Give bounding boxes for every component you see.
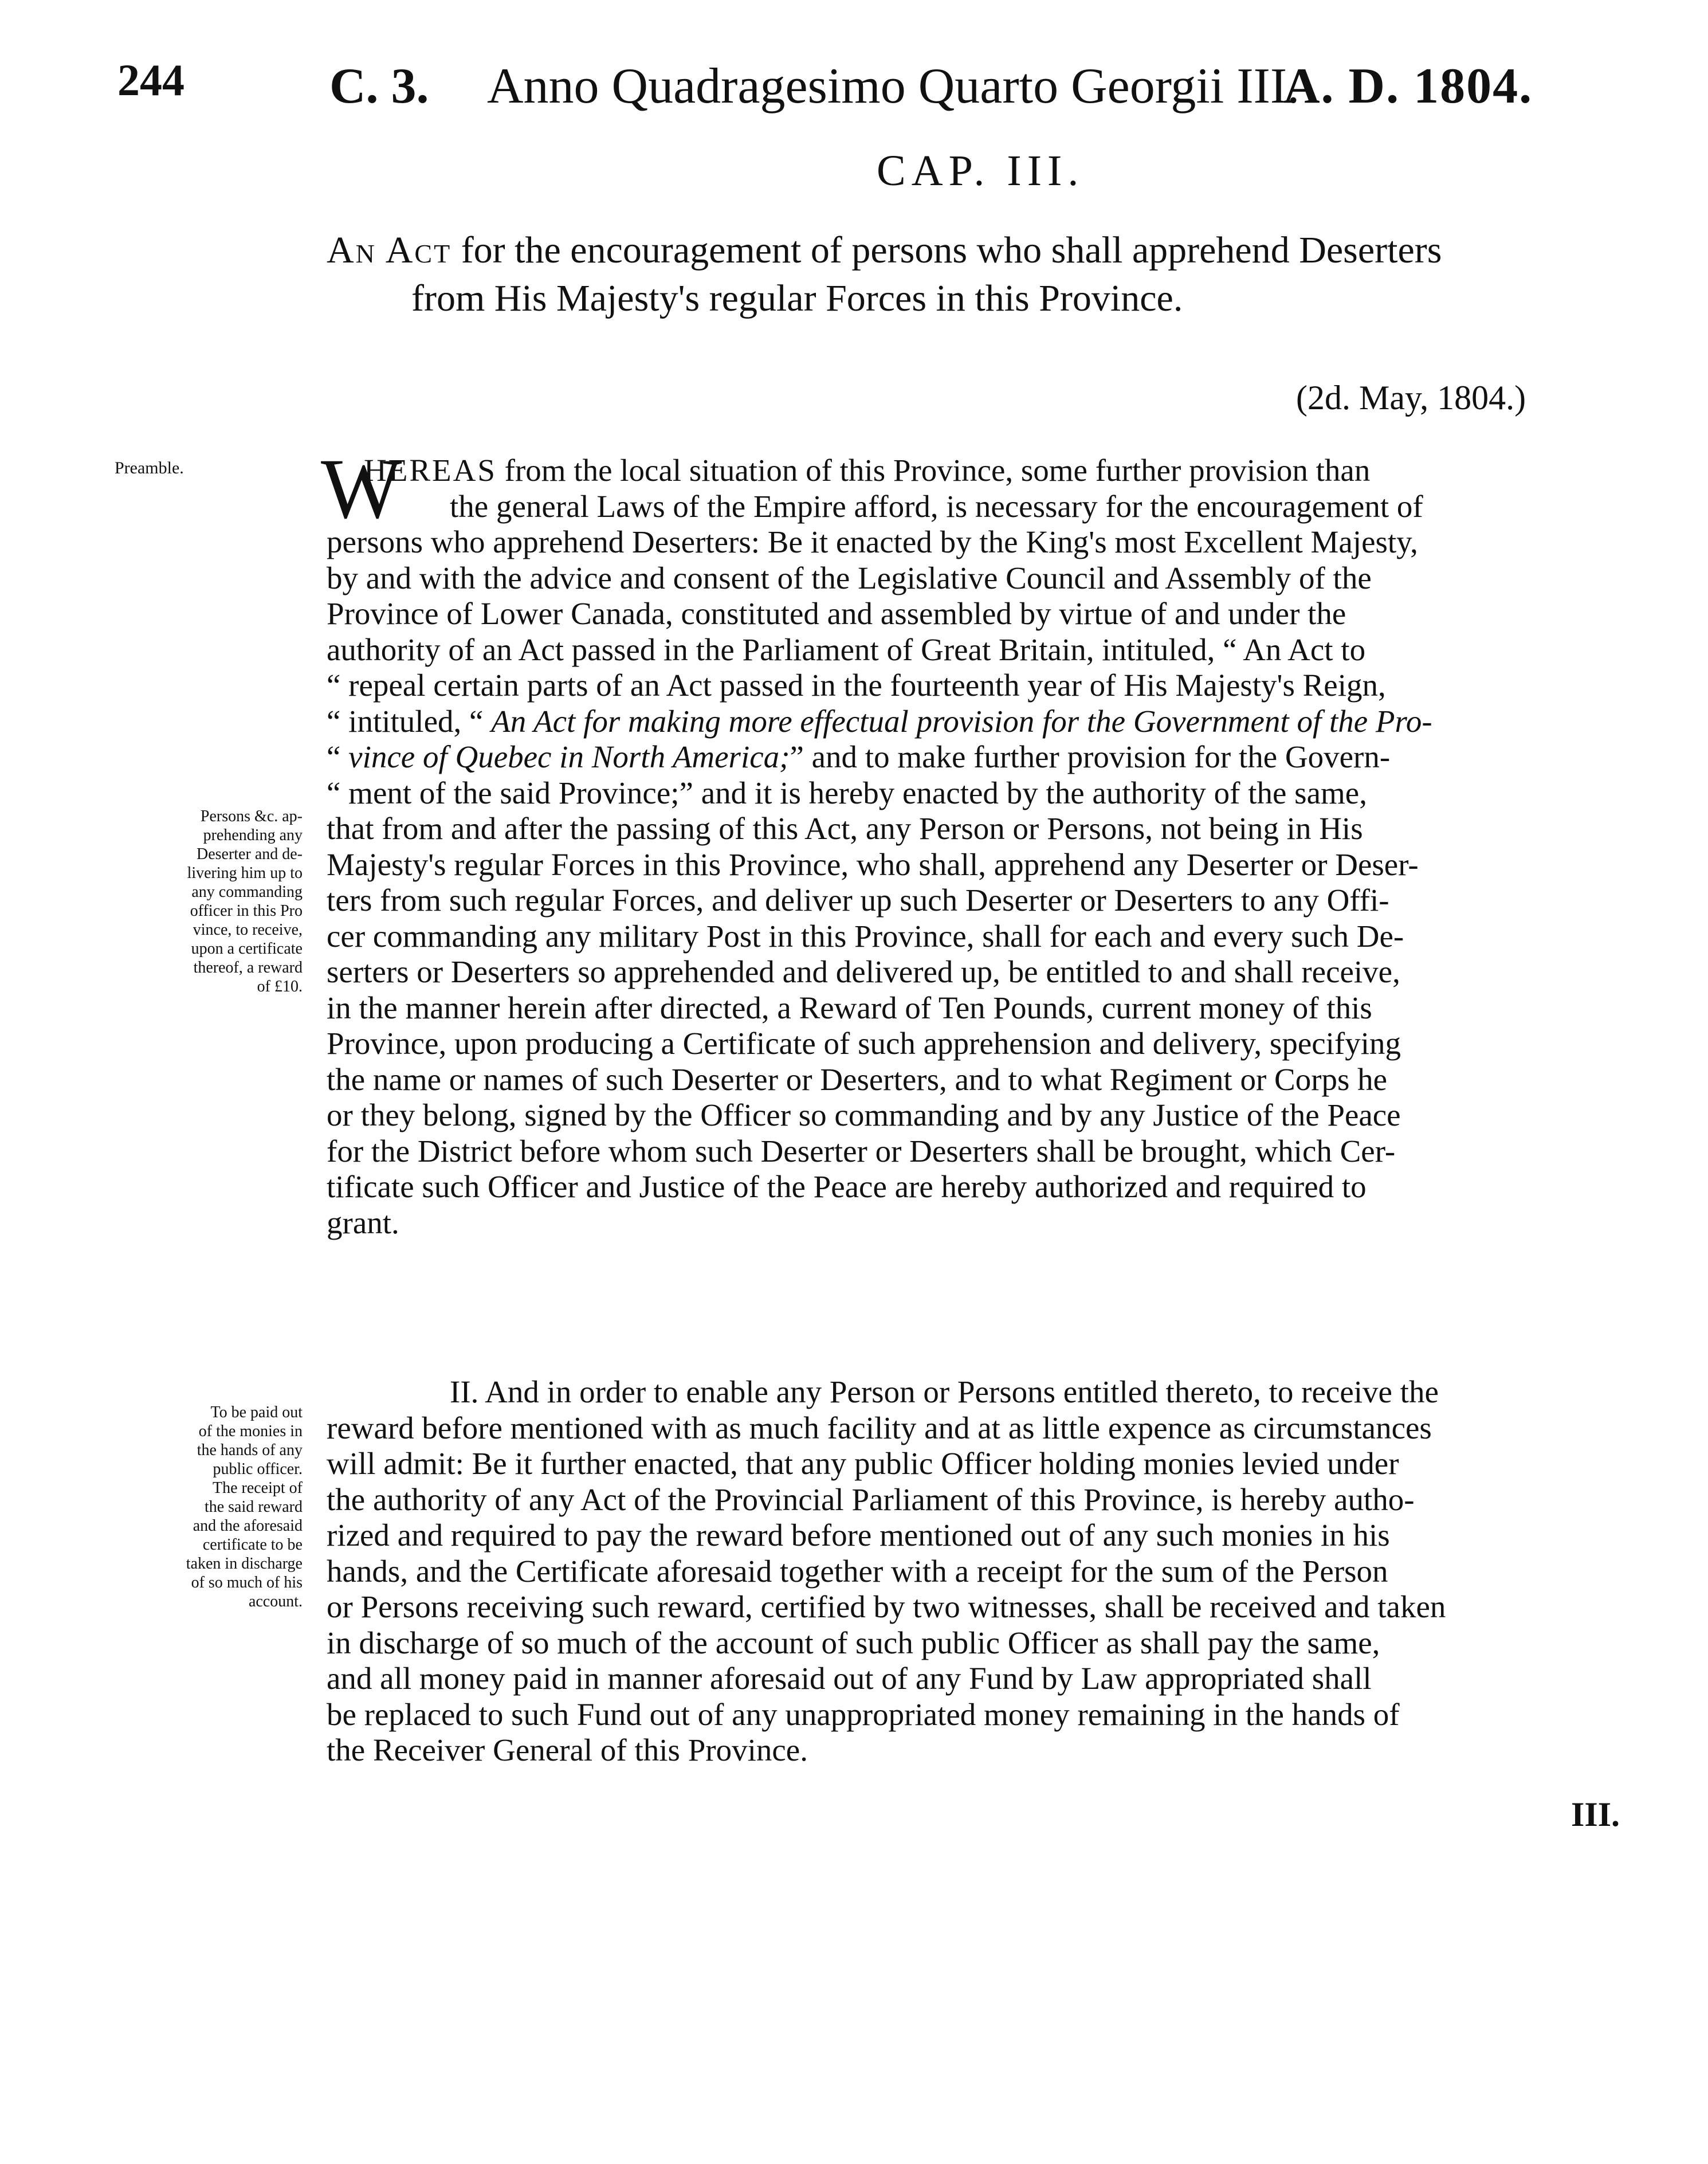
section-1-line-italic-a xyxy=(327,704,1639,740)
act-title-text-1: for the encouragement of persons who shall apprehend Deserters xyxy=(461,229,1442,271)
section-1-line: ters from such regular Forces, and deliver up such Deserter or Deserters to any Offi- xyxy=(327,883,1389,918)
marginal-note-line: the hands of any xyxy=(197,1441,303,1459)
marginal-note-line: certificate to be xyxy=(202,1536,303,1554)
marginal-note-line: and the aforesaid xyxy=(193,1517,303,1535)
section-1-line: Majesty's regular Forces in this Province, who shall, apprehend any Deserter or Deser- xyxy=(327,846,1419,882)
section-1-italic-citation: An Act for making more effectual provision for the Government of the Pro- xyxy=(491,703,1432,739)
marginal-note-line: taken in discharge xyxy=(186,1555,303,1573)
section-1-line: “ repeal certain parts of an Act passed in the fourteenth year of His Majesty's Reign, xyxy=(327,668,1386,703)
marginal-note-line: public officer. xyxy=(213,1460,303,1478)
act-title-lead: An Act xyxy=(327,229,452,271)
act-title-line-2: from His Majesty's regular Forces in this Province. xyxy=(411,277,1183,319)
marginal-note-line: Deserter and de- xyxy=(196,845,303,863)
section-1-line: cer commanding any military Post in this Province, shall for each and every such De- xyxy=(327,918,1404,954)
marginal-note-line: any commanding xyxy=(191,883,303,901)
section-1-line: in the manner herein after directed, a Reward of Ten Pounds, current money of this xyxy=(327,990,1372,1025)
section-2-paragraph xyxy=(327,1374,1639,1769)
marginal-note-line: livering him up to xyxy=(187,864,303,882)
section-1-line-italic-b xyxy=(327,739,1639,775)
section-1-line-1 xyxy=(327,453,1639,489)
section-1-line-prefix: “ xyxy=(327,739,349,774)
section-1-line: for the District before whom such Deserter or Deserters shall be brought, which Cer- xyxy=(327,1133,1396,1169)
marginal-note-line: the said reward xyxy=(204,1498,303,1516)
section-1-line: Province of Lower Canada, constituted and assembled by virtue of and under the xyxy=(327,596,1346,631)
marginal-note-line: of so much of his xyxy=(191,1574,303,1591)
section-2-line: in discharge of so much of the account of such public Officer as shall pay the same, xyxy=(327,1625,1380,1660)
section-2-line: and all money paid in manner aforesaid out of any Fund by Law appropriated shall xyxy=(327,1661,1372,1696)
marginal-note-line: The receipt of xyxy=(212,1479,303,1497)
running-title: Anno Quadragesimo Quarto Georgii III. xyxy=(487,58,1300,114)
section-2-line: the authority of any Act of the Provincial Parliament of this Province, is hereby autho- xyxy=(327,1481,1415,1517)
running-year: A. D. 1804. xyxy=(1283,58,1533,114)
section-1-line: the general Laws of the Empire afford, is necessary for the encouragement of xyxy=(450,488,1423,524)
marginal-note-paid-out xyxy=(113,1403,303,1611)
section-1-line: or they belong, signed by the Officer so commanding and by any Justice of the Peace xyxy=(327,1097,1401,1132)
catchword: III. xyxy=(1571,1796,1620,1833)
section-2-line: rized and required to pay the reward before mentioned out of any such monies in his xyxy=(327,1518,1390,1553)
marginal-note-line: account. xyxy=(248,1593,303,1610)
marginal-note-preamble: Preamble. xyxy=(115,458,184,477)
section-2-line: reward before mentioned with as much facility and at as little expence as circumstances xyxy=(327,1410,1432,1445)
section-2-line: will admit: Be it further enacted, that any public Officer holding monies levied under xyxy=(327,1446,1399,1481)
section-1-italic-citation: vince of Quebec in North America; xyxy=(348,739,790,774)
marginal-note-line: of the monies in xyxy=(198,1422,303,1440)
section-1-line: that from and after the passing of this Act, any Person or Persons, not being in His xyxy=(327,811,1363,846)
section-1-line: serters or Deserters so apprehended and delivered up, be entitled to and shall receive, xyxy=(327,954,1400,989)
section-1-line: authority of an Act passed in the Parliament of Great Britain, intituled, “ An Act to xyxy=(327,632,1366,667)
marginal-note-line: thereof, a reward xyxy=(193,959,303,977)
marginal-note-line: vince, to receive, xyxy=(193,921,303,939)
section-1-line-prefix: “ intituled, “ xyxy=(327,703,492,739)
section-2-line: be replaced to such Fund out of any unappropriated money remaining in the hands of xyxy=(327,1696,1400,1732)
section-1-line: grant. xyxy=(327,1205,399,1240)
marginal-note-line: Persons &c. ap- xyxy=(200,807,303,825)
marginal-note-persons-apprehending xyxy=(113,807,303,996)
chapter-reference: C. 3. xyxy=(329,58,429,114)
section-1-line: persons who apprehend Deserters: Be it enacted by the King's most Excellent Majesty, xyxy=(327,524,1418,559)
section-2-line: II. And in order to enable any Person or Persons entitled thereto, to receive the xyxy=(450,1374,1439,1409)
section-1-first-line-rest: from the local situation of this Province, some further provision than xyxy=(496,453,1371,488)
marginal-note-line: prehending any xyxy=(203,826,303,844)
section-1-line: Province, upon producing a Certificate of such apprehension and delivery, specifying xyxy=(327,1026,1401,1061)
section-1-first-word: HEREAS xyxy=(364,453,497,488)
page-number: 244 xyxy=(117,55,184,105)
section-1-line: tificate such Officer and Justice of the Peace are hereby authorized and required to xyxy=(327,1169,1367,1204)
section-1-paragraph xyxy=(327,453,1639,1241)
drop-cap: W xyxy=(321,441,402,536)
marginal-note-line: upon a certificate xyxy=(191,940,303,958)
section-1-line: “ ment of the said Province;” and it is hereby enacted by the authority of the same, xyxy=(327,775,1367,810)
act-title xyxy=(327,226,1639,323)
section-2-line: hands, and the Certificate aforesaid together with a receipt for the sum of the Person xyxy=(327,1553,1388,1589)
chapter-heading: CAP. III. xyxy=(877,147,1085,195)
marginal-note-line: To be paid out xyxy=(210,1404,303,1421)
section-2-line: the Receiver General of this Province. xyxy=(327,1732,808,1767)
section-2-line: or Persons receiving such reward, certified by two witnesses, shall be received and taken xyxy=(327,1589,1446,1624)
section-1-line-suffix: ” and to make further provision for the Govern- xyxy=(790,739,1391,774)
act-title-line-1 xyxy=(327,226,1639,275)
section-1-line: the name or names of such Deserter or Deserters, and to what Regiment or Corps he xyxy=(327,1061,1388,1097)
act-date: (2d. May, 1804.) xyxy=(1296,379,1526,417)
section-1-line: by and with the advice and consent of the Legislative Council and Assembly of the xyxy=(327,560,1372,595)
marginal-note-line: of £10. xyxy=(257,978,303,995)
marginal-note-line: officer in this Pro xyxy=(190,902,303,920)
